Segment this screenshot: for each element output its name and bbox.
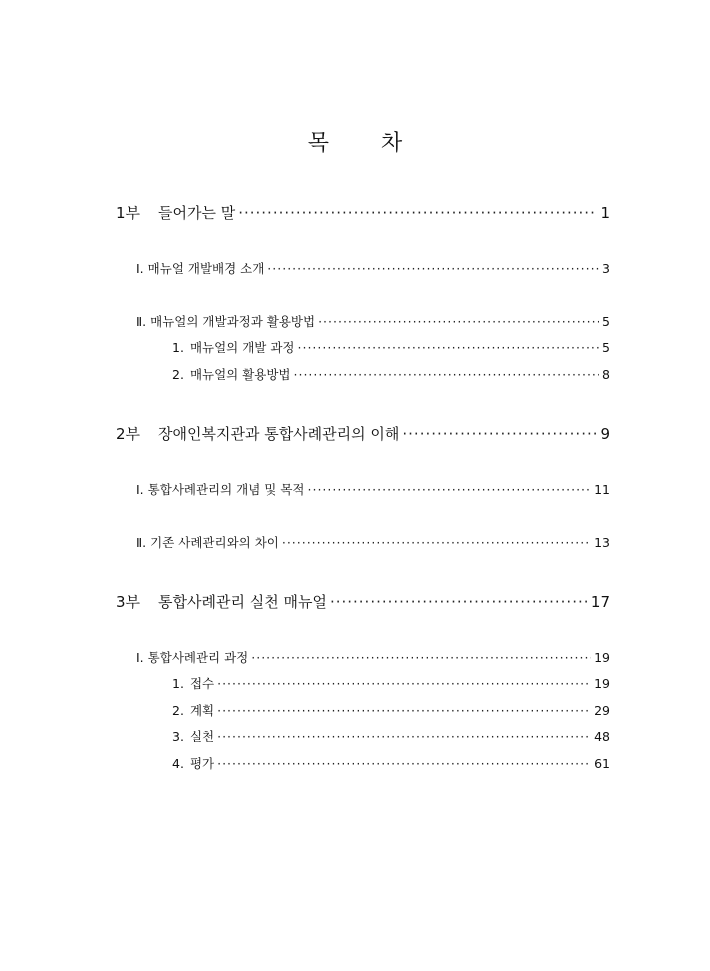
entry-number: Ⅱ. [136, 535, 147, 550]
entry-page: 5 [602, 314, 610, 329]
entry-page: 9 [600, 425, 610, 443]
entry-page: 29 [594, 703, 610, 718]
entry-page: 1 [600, 204, 610, 222]
entry-label: 실천 [189, 729, 215, 744]
entry-label: 기존 사례관리와의 차이 [150, 535, 279, 550]
toc-entry-section[interactable] [172, 727, 610, 745]
toc-entry-chapter[interactable] [136, 480, 610, 498]
entry-label: 통합사례관리 실천 매뉴얼 [158, 593, 327, 611]
entry-number: Ⅰ. [136, 261, 144, 276]
entry-number: 4. [172, 756, 184, 771]
entry-number: 2부 [116, 425, 141, 443]
entry-number: 1. [172, 676, 184, 691]
entry-page: 3 [602, 261, 610, 276]
entry-number: 2. [172, 703, 184, 718]
toc-entry-part-3[interactable] [116, 591, 610, 612]
dot-leader [238, 204, 597, 222]
dot-leader [318, 314, 599, 329]
entry-page: 19 [594, 650, 610, 665]
entry-number: 2. [172, 367, 184, 382]
dot-leader [217, 676, 591, 691]
dot-leader [402, 425, 597, 443]
entry-page: 8 [602, 367, 610, 382]
entry-number: 1부 [116, 204, 141, 222]
entry-page: 11 [594, 482, 610, 497]
dot-leader [308, 482, 592, 497]
dot-leader [217, 756, 591, 771]
toc-title-right: 차 [381, 131, 403, 156]
entry-page: 19 [594, 676, 610, 691]
toc-entry-part-1[interactable] [116, 202, 610, 223]
toc-entry-chapter[interactable] [136, 259, 610, 277]
entry-label: 매뉴얼의 활용방법 [189, 367, 291, 382]
entry-page: 13 [594, 535, 610, 550]
toc-title-left: 목 [307, 131, 329, 156]
entry-number: 1. [172, 340, 184, 355]
entry-page: 61 [594, 756, 610, 771]
toc-entry-section[interactable] [172, 754, 610, 772]
dot-leader [217, 729, 591, 744]
entry-label: 매뉴얼의 개발과정과 활용방법 [150, 314, 316, 329]
entry-number: Ⅱ. [136, 314, 147, 329]
entry-number: Ⅰ. [136, 650, 144, 665]
entry-label: 통합사례관리 과정 [147, 650, 249, 665]
entry-label: 매뉴얼의 개발 과정 [189, 340, 295, 355]
dot-leader [217, 703, 591, 718]
toc-entry-section[interactable] [172, 674, 610, 692]
dot-leader [298, 340, 600, 355]
toc-entry-chapter[interactable] [136, 312, 610, 330]
entry-number: Ⅰ. [136, 482, 144, 497]
dot-leader [330, 593, 588, 611]
entry-page: 5 [602, 340, 610, 355]
toc-entry-part-2[interactable] [116, 423, 610, 444]
dot-leader [251, 650, 591, 665]
toc-entry-section[interactable] [172, 365, 610, 383]
entry-label: 접수 [189, 676, 215, 691]
entry-label: 매뉴얼 개발배경 소개 [147, 261, 265, 276]
entry-label: 계획 [189, 703, 215, 718]
entry-label: 평가 [189, 756, 215, 771]
toc-entry-chapter[interactable] [136, 533, 610, 551]
toc-entry-section[interactable] [172, 338, 610, 356]
entry-page: 48 [594, 729, 610, 744]
dot-leader [294, 367, 600, 382]
toc-entry-section[interactable] [172, 701, 610, 719]
toc-entry-chapter[interactable] [136, 648, 610, 666]
entry-page: 17 [590, 593, 610, 611]
entry-number: 3부 [116, 593, 141, 611]
dot-leader [282, 535, 591, 550]
entry-label: 장애인복지관과 통합사례관리의 이해 [158, 425, 400, 443]
entry-number: 3. [172, 729, 184, 744]
toc-title [0, 126, 710, 157]
dot-leader [267, 261, 599, 276]
entry-label: 통합사례관리의 개념 및 목적 [147, 482, 305, 497]
entry-label: 들어가는 말 [158, 204, 236, 222]
